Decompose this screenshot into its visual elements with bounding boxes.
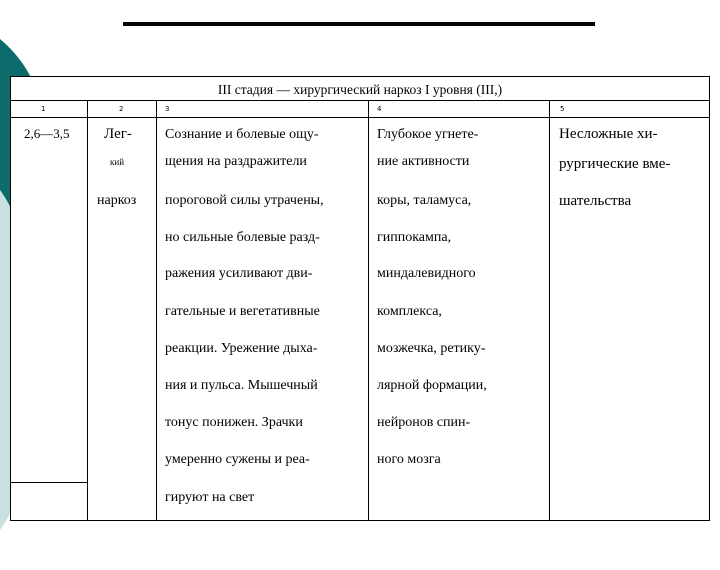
mechanism-line: ного мозга — [377, 452, 441, 467]
col-divider-4 — [549, 100, 550, 520]
signs-line: умеренно сужены и реа- — [165, 452, 310, 467]
signs-line: щения на раздражители — [165, 154, 307, 169]
mechanism-line: коры, таламуса, — [377, 193, 472, 208]
mechanism-line: ние активности — [377, 154, 470, 169]
column-number-1: 1 — [41, 105, 46, 113]
col1-bottom-line — [11, 482, 87, 483]
mechanism-line: Глубокое угнете- — [377, 127, 479, 142]
top-rule — [123, 22, 595, 26]
signs-line: реакции. Урежение дыха- — [165, 341, 318, 356]
indication-line: Несложные хи- — [559, 126, 658, 142]
signs-line: гательные и вегетативные — [165, 304, 320, 319]
title-divider — [11, 100, 709, 101]
col-divider-2 — [156, 100, 157, 520]
signs-line: пороговой силы утрачены, — [165, 193, 324, 208]
mechanism-line: миндалевидного — [377, 266, 476, 281]
stage-name-line-1: Лег- — [104, 126, 132, 142]
signs-line: ражения усиливают дви- — [165, 266, 313, 281]
stage-table — [10, 76, 710, 521]
mechanism-line: гиппокампа, — [377, 230, 452, 245]
col-divider-1 — [87, 100, 88, 520]
mechanism-line: нейронов спин- — [377, 415, 471, 430]
signs-line: тонус понижен. Зрачки — [165, 415, 303, 430]
indication-line: шательства — [559, 193, 632, 209]
mechanism-line: комплекса, — [377, 304, 442, 319]
stage-name-line-3: наркоз — [97, 193, 137, 208]
column-number-2: 2 — [119, 105, 124, 113]
signs-line: но сильные болевые разд- — [165, 230, 320, 245]
stage-name-line-2: кий — [110, 157, 125, 167]
column-number-4: 4 — [377, 105, 382, 113]
col-divider-3 — [368, 100, 369, 520]
signs-line: гируют на свет — [165, 490, 255, 505]
anesthesia-concentration: 2,6—3,5 — [24, 126, 70, 141]
column-number-3: 3 — [165, 105, 170, 113]
mechanism-line: лярной формации, — [377, 378, 487, 393]
header-divider — [11, 117, 709, 118]
signs-line: Сознание и болевые ощу- — [165, 127, 319, 142]
column-number-5: 5 — [560, 105, 565, 113]
signs-line: ния и пульса. Мышечный — [165, 378, 318, 393]
table-title: III стадия — хирургический наркоз I уровня (III,) — [217, 82, 503, 97]
indication-line: рургические вме- — [559, 156, 671, 172]
mechanism-line: мозжечка, ретику- — [377, 341, 486, 356]
